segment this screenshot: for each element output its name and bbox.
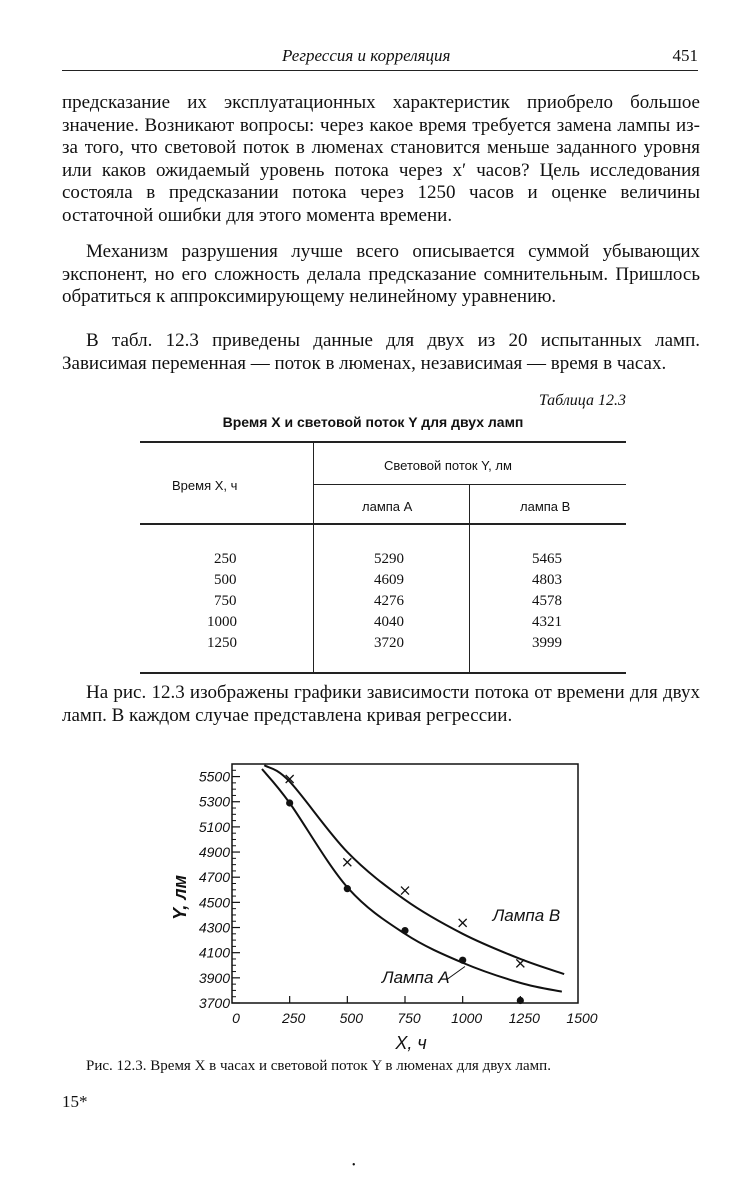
cell-lamp-b: 3999 <box>532 635 562 651</box>
figure-caption: Рис. 12.3. Время X в часах и световой поток Y в люменах для двух ламп. <box>86 1058 551 1074</box>
cell-time: 500 <box>214 572 237 588</box>
paragraph-2: Механизм разрушения лучше всего описывается суммой убывающих экспонент, но его сложность делала предсказание сомнительным. Пришлось обратиться к аппроксимирующему нелинейному уравнению. <box>62 241 700 307</box>
cell-lamp-b: 4321 <box>532 614 562 630</box>
lamp-b-point <box>516 959 524 967</box>
cell-time: 250 <box>214 551 237 567</box>
x-tick-label: 1250 <box>508 1010 540 1026</box>
lamp-a-point <box>517 997 524 1004</box>
page-number: 451 <box>672 46 698 65</box>
y-tick-label: 5100 <box>198 818 230 835</box>
table-vline-2 <box>469 485 470 673</box>
x-tick-label: 1500 <box>566 1010 598 1026</box>
x-tick-label: 0 <box>232 1010 240 1026</box>
lamp-a-point <box>344 885 351 892</box>
paragraph-1: предсказание их эксплуатационных характеристик приобрело большое значение. Возникают вопросы: через какое время требуется замена лампы из-за того, что световой поток в люменах становится меньше заданного уровня или каков ожидаемый уровень потока через x′ часов? Цель исследования состояла в предсказании потока через 1250 часов и оценке величины остаточной ошибки для этого момента времени. <box>62 92 700 226</box>
y-tick-label: 3700 <box>198 995 230 1011</box>
y-tick-label: 5300 <box>198 793 230 810</box>
table-vline-1 <box>313 441 314 673</box>
lamp-b-point <box>401 887 409 895</box>
series-label-lamp-b: Лампа B <box>492 906 561 926</box>
x-tick-label: 750 <box>397 1010 421 1026</box>
table-number: Таблица 12.3 <box>538 392 626 409</box>
col-header-lamp-b: лампа B <box>520 499 571 514</box>
running-title: Регрессия и корреляция <box>282 46 451 65</box>
x-axis-label: X, ч <box>395 1033 427 1053</box>
table-top-rule <box>140 441 626 443</box>
y-tick-label: 4900 <box>198 844 230 861</box>
cell-lamp-b: 4803 <box>532 572 562 588</box>
cell-time: 750 <box>214 593 237 609</box>
y-tick-label: 4300 <box>198 919 230 936</box>
y-tick-label: 4100 <box>198 944 230 961</box>
lamp-a-point <box>401 927 408 934</box>
col-header-time: Время X, ч <box>172 478 238 493</box>
paragraph-3: В табл. 12.3 приведены данные для двух из 20 испытанных ламп. Зависимая переменная — поток в люменах, независимая — время в часах. <box>62 330 700 374</box>
x-tick-label: 1000 <box>451 1010 483 1026</box>
flux-vs-time-chart <box>168 758 608 1058</box>
regression-curve-lamp-b <box>264 765 564 974</box>
y-axis-label: Y, лм <box>170 875 190 920</box>
lamp-b-point <box>343 858 351 866</box>
y-tick-label: 3900 <box>198 969 230 986</box>
y-tick-label: 5500 <box>198 768 230 785</box>
cell-lamp-a: 5290 <box>374 551 404 567</box>
running-header <box>62 46 698 71</box>
y-tick-label: 4700 <box>198 869 230 886</box>
cell-time: 1000 <box>207 614 237 630</box>
cell-lamp-b: 5465 <box>532 551 562 567</box>
series-label-lamp-a: Лампа A <box>381 967 450 987</box>
cell-lamp-a: 4609 <box>374 572 404 588</box>
table-sub-rule <box>314 484 626 485</box>
cell-lamp-b: 4578 <box>532 593 562 609</box>
cell-time: 1250 <box>207 635 237 651</box>
col-header-lamp-a: лампа A <box>362 499 413 514</box>
table-bottom-rule <box>140 672 626 674</box>
paragraph-4: На рис. 12.3 изображены графики зависимости потока от времени для двух ламп. В каждом случае представлена кривая регрессии. <box>62 682 700 726</box>
table-head-rule <box>140 523 626 525</box>
y-tick-label: 4500 <box>198 894 230 911</box>
lamp-b-point <box>459 919 467 927</box>
stray-mark: • <box>352 1160 356 1171</box>
lamp-a-point <box>459 957 466 964</box>
cell-lamp-a: 4040 <box>374 614 404 630</box>
lamp-a-point <box>286 799 293 806</box>
signature-mark: 15* <box>62 1092 88 1111</box>
cell-lamp-a: 4276 <box>374 593 404 609</box>
x-tick-label: 250 <box>281 1010 306 1026</box>
table-title: Время X и световой поток Y для двух ламп <box>222 414 524 430</box>
col-header-flux: Световой поток Y, лм <box>384 458 512 473</box>
x-tick-label: 500 <box>339 1010 364 1026</box>
cell-lamp-a: 3720 <box>374 635 404 651</box>
